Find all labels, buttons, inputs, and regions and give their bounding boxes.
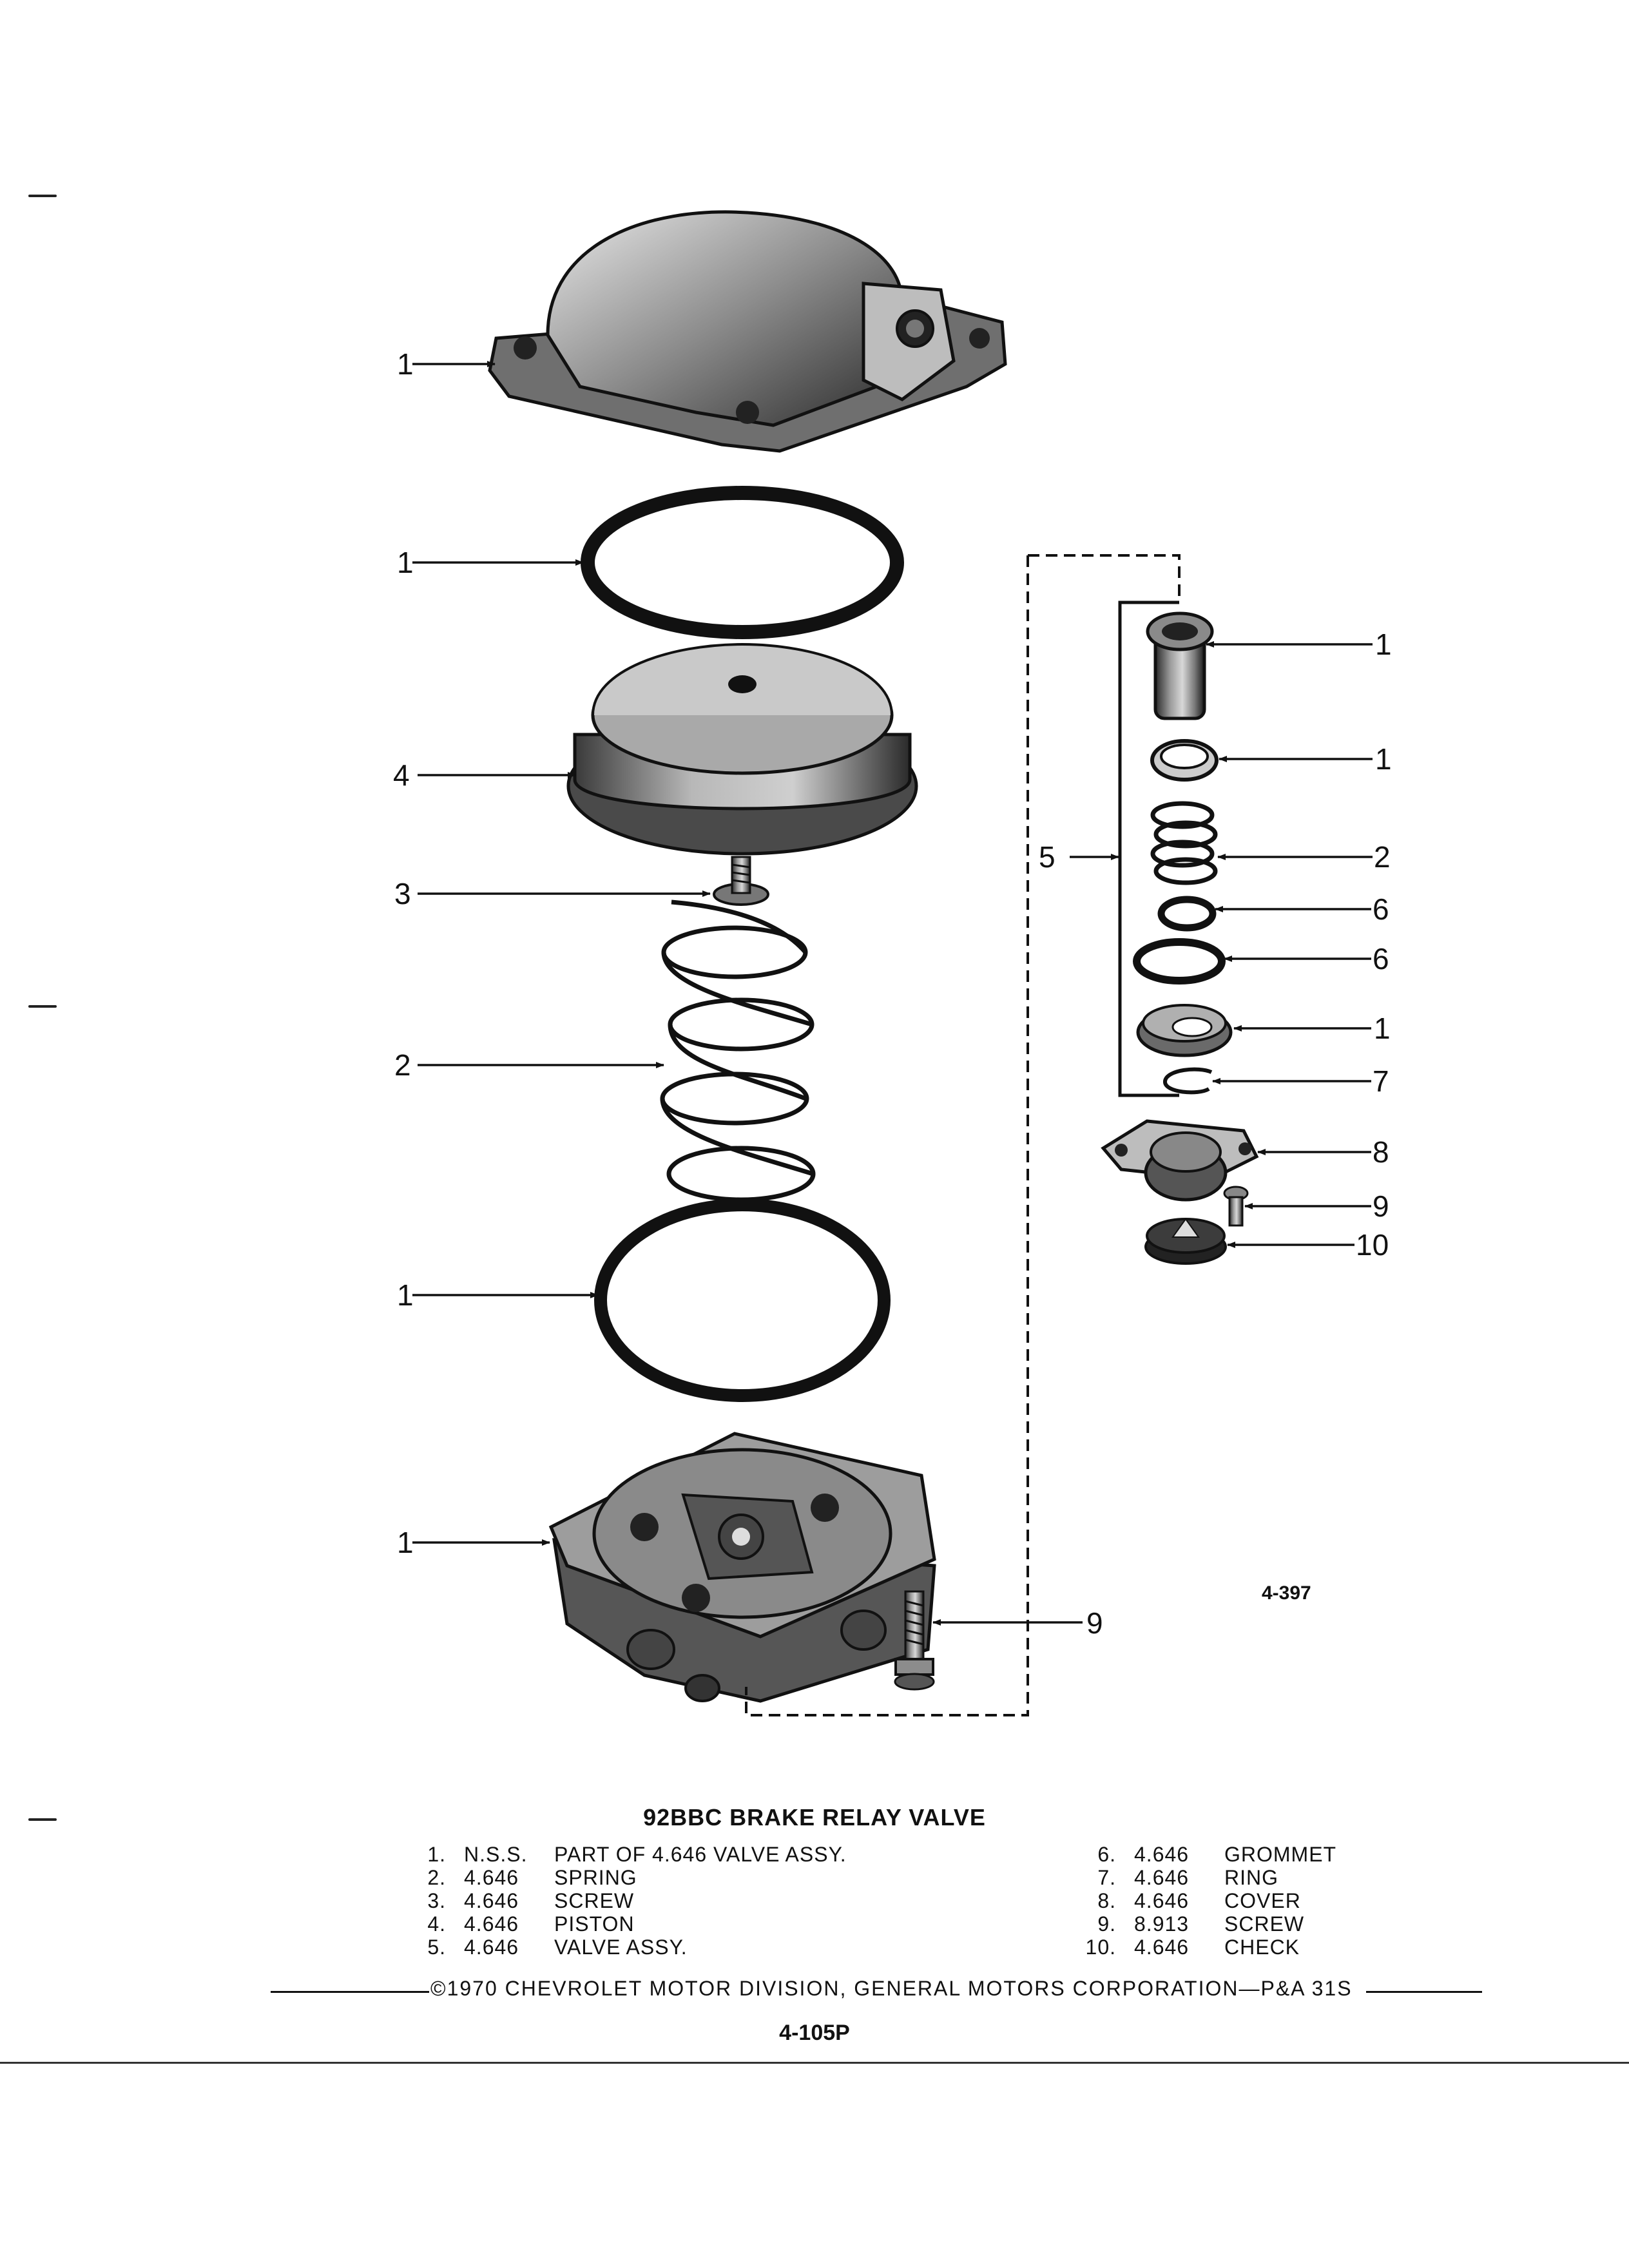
copyright-rule-right [1366, 1991, 1482, 1993]
page-number: 4-105P [779, 2021, 850, 2045]
valve-ring-part [1152, 741, 1217, 780]
item-name: PISTON [554, 1912, 635, 1936]
copyright-rule-left [271, 1991, 429, 1993]
item-name: SCREW [1224, 1912, 1305, 1936]
item-part-number: 4.646 [464, 1866, 519, 1889]
item-part-number: 4.646 [1134, 1889, 1190, 1912]
callout-body-screw: 9 [1086, 1606, 1103, 1640]
callout-valve-cover: 8 [1373, 1135, 1389, 1169]
copyright-text: ©1970 CHEVROLET MOTOR DIVISION, GENERAL MOTORS CORPORATION—P&A 31S [430, 1977, 1353, 2000]
item-name: COVER [1224, 1889, 1301, 1912]
item-part-number: 4.646 [464, 1912, 519, 1936]
item-number: 1. [427, 1843, 446, 1866]
lower-seal-ring [601, 1205, 884, 1396]
callout-upper-seal-ring: 1 [397, 546, 414, 579]
callout-valve-body: 1 [397, 1526, 414, 1559]
item-name: VALVE ASSY. [554, 1936, 688, 1959]
valve-seat [1138, 1005, 1231, 1055]
callout-valve-ring-part: 1 [1375, 742, 1392, 776]
callout-valve-seat: 1 [1374, 1012, 1391, 1045]
item-number: 7. [1097, 1866, 1116, 1889]
item-part-number: 4.646 [1134, 1866, 1190, 1889]
upper-seal-ring [588, 493, 897, 632]
item-part-number: 4.646 [1134, 1936, 1190, 1959]
callout-valve-top-part: 1 [1375, 628, 1392, 661]
item-name: CHECK [1224, 1936, 1300, 1959]
item-number: 6. [1097, 1843, 1116, 1866]
callout-piston-screw: 3 [394, 877, 411, 910]
left-callout-leaders [412, 364, 1083, 1622]
callout-valve-check: 10 [1356, 1228, 1389, 1262]
callout-valve-assy-group: 5 [1039, 840, 1055, 874]
item-part-number: 4.646 [1134, 1843, 1190, 1866]
valve-top-part [1148, 613, 1212, 718]
caption-title: 92BBC BRAKE RELAY VALVE [643, 1804, 986, 1831]
item-number: 3. [427, 1889, 446, 1912]
top-cover [490, 212, 1005, 451]
valve-snap-ring [1165, 1070, 1211, 1093]
item-number: 2. [427, 1866, 446, 1889]
callout-top-cover: 1 [397, 347, 414, 381]
piston-screw [714, 857, 768, 905]
item-part-number: 4.646 [464, 1936, 519, 1959]
item-part-number: N.S.S. [464, 1843, 528, 1866]
valve-spring [1153, 803, 1215, 883]
callout-valve-grommet-small: 6 [1373, 892, 1389, 926]
item-name: GROMMET [1224, 1843, 1337, 1866]
item-name: PART OF 4.646 VALVE ASSY. [554, 1843, 847, 1866]
valve-grommet-small [1161, 899, 1213, 928]
callout-valve-grommet-large: 6 [1373, 942, 1389, 975]
valve-body [551, 1434, 934, 1701]
item-number: 8. [1097, 1889, 1116, 1912]
valve-check [1146, 1219, 1226, 1264]
margin-mark-top [28, 195, 57, 197]
item-part-number: 8.913 [1134, 1912, 1190, 1936]
main-spring [662, 902, 813, 1200]
callout-valve-screw: 9 [1373, 1189, 1389, 1223]
margin-mark-middle [28, 1005, 57, 1008]
item-name: RING [1224, 1866, 1278, 1889]
item-number: 4. [427, 1912, 446, 1936]
item-number: 9. [1097, 1912, 1116, 1936]
callout-valve-snap-ring: 7 [1373, 1064, 1389, 1098]
callout-main-spring: 2 [394, 1048, 411, 1082]
copyright-line [271, 1977, 1482, 2003]
item-part-number: 4.646 [464, 1889, 519, 1912]
item-number: 5. [427, 1936, 446, 1959]
callout-lower-seal-ring: 1 [397, 1278, 414, 1312]
valve-screw [1224, 1187, 1248, 1225]
figure-number: 4-397 [1262, 1582, 1311, 1604]
bottom-rule [0, 2062, 1629, 2064]
callout-valve-spring: 2 [1374, 840, 1391, 874]
callout-piston: 4 [393, 758, 410, 792]
valve-grommet-large [1137, 942, 1222, 981]
item-name: SCREW [554, 1889, 635, 1912]
item-number: 10. [1085, 1936, 1116, 1959]
piston [568, 644, 916, 854]
item-name: SPRING [554, 1866, 637, 1889]
